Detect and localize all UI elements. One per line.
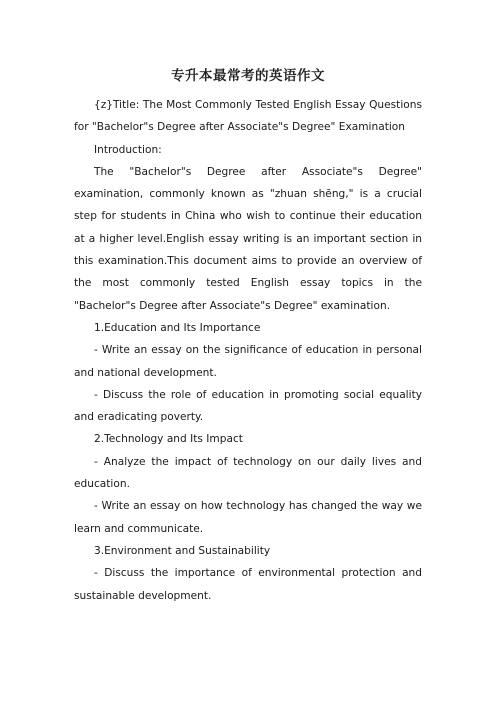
- paragraph-title-line: {z}Title: The Most Commonly Tested English Essay Questions for "Bachelor"s Degree after Associate"s Degree" Examination: [74, 99, 422, 134]
- list-item: - Write an essay on the significance of education in personal and national development.: [74, 344, 422, 379]
- paragraph-introduction-body: The "Bachelor"s Degree after Associate"s Degree" examination, commonly known as "zhuan shēng," is a crucial step for students in China who wish to continue their education at a higher level.English essay writing is an important section in this examination.This document aims to provide an overview of the most commonly tested English essay topics in the "Bachelor"s Degree after Associate"s Degree" examination.: [74, 165, 422, 312]
- paragraph-introduction-heading: Introduction:: [94, 143, 162, 156]
- list-item: - Write an essay on how technology has changed the way we learn and communicate.: [74, 500, 422, 535]
- section-heading-environment: 3.Environment and Sustainability: [94, 544, 271, 557]
- list-item: - Discuss the importance of environmental protection and sustainable development.: [74, 567, 422, 602]
- section-heading-technology: 2.Technology and Its Impact: [94, 433, 243, 446]
- document-body: [74, 94, 422, 607]
- section-heading-education: 1.Education and Its Importance: [94, 321, 261, 334]
- list-item: - Analyze the impact of technology on our daily lives and education.: [74, 455, 422, 491]
- document-title: 专升本最常考的英语作文: [171, 68, 325, 84]
- list-item: - Discuss the role of education in promoting social equality and eradicating poverty.: [74, 388, 422, 424]
